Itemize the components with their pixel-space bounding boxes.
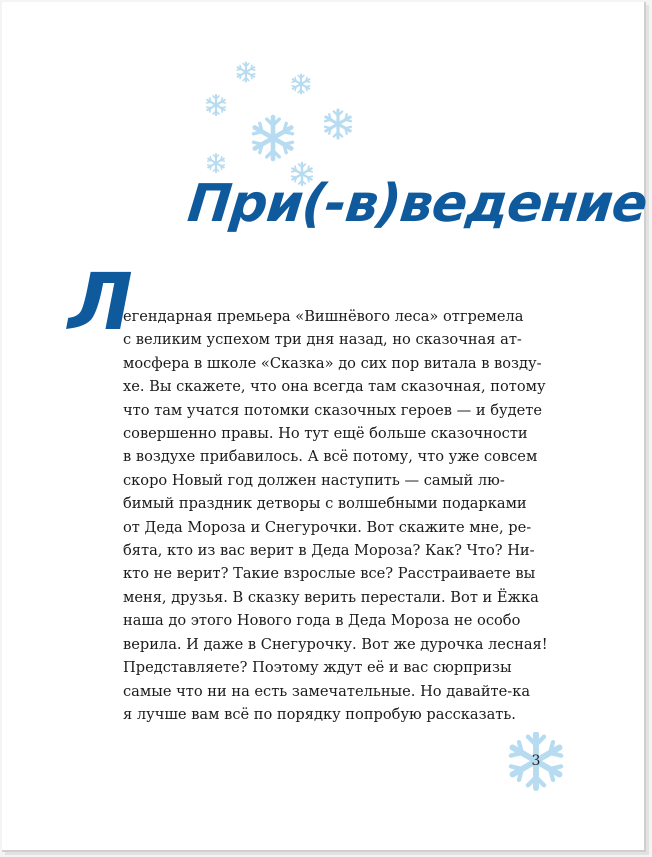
- text-line: скоро Новый год должен наступить — самый лю-: [123, 471, 505, 489]
- book-page: [2, 2, 650, 852]
- text-line: кто не верит? Такие взрослые все? Расстраиваете вы: [123, 565, 536, 583]
- body-paragraph: [123, 305, 559, 726]
- text-line: мосфера в школе «Сказка» до сих пор витала в возду-: [123, 354, 542, 372]
- snowflake-icon: [325, 110, 351, 138]
- page-number: 3: [531, 753, 541, 769]
- text-line: Представляете? Поэтому ждут её и вас сюрпризы: [123, 659, 512, 677]
- snowflake-icon: [253, 117, 292, 159]
- snowflake-icon: [292, 75, 310, 94]
- text-line: верила. И даже в Снегурочку. Вот же дурочка лесная!: [123, 635, 548, 653]
- text-line: совершенно правы. Но тут ещё больше сказочности: [123, 425, 528, 443]
- text-line: меня, друзья. В сказку верить перестали. Вот и Ёжка: [123, 588, 539, 606]
- text-line: что там учатся потомки сказочных героев — и будете: [123, 401, 542, 419]
- text-line: в воздухе прибавилось. А всё потому, что уже совсем: [123, 448, 538, 466]
- page-number-badge: [506, 732, 566, 792]
- drop-cap: Л: [68, 258, 133, 348]
- chapter-title: При(-в)ведение: [184, 174, 650, 234]
- text-line: наша до этого Нового года в Деда Мороза не особо: [123, 612, 521, 630]
- text-line: я лучше вам всё по порядку попробую рассказать.: [123, 705, 516, 723]
- text-line: бята, кто из вас верит в Деда Мороза? Как? Что? Ни-: [123, 542, 535, 560]
- snowflake-icon: [207, 95, 226, 115]
- text-line: хе. Вы скажете, что она всегда там сказочная, потому: [123, 378, 546, 396]
- snowflakes-decoration: [2, 2, 644, 302]
- text-line: с великим успехом три дня назад, но сказочная ат-: [123, 331, 522, 349]
- text-line: самые что ни на есть замечательные. Но давайте-ка: [123, 682, 531, 700]
- text-line: от Деда Мороза и Снегурочки. Вот скажите мне, ре-: [123, 518, 532, 536]
- snowflake-icon: [208, 154, 225, 172]
- text-line: егендарная премьера «Вишнёвого леса» отгремела: [123, 308, 524, 325]
- snowflake-icon: [237, 63, 255, 82]
- text-line: бимый праздник детворы с волшебными подарками: [123, 495, 527, 513]
